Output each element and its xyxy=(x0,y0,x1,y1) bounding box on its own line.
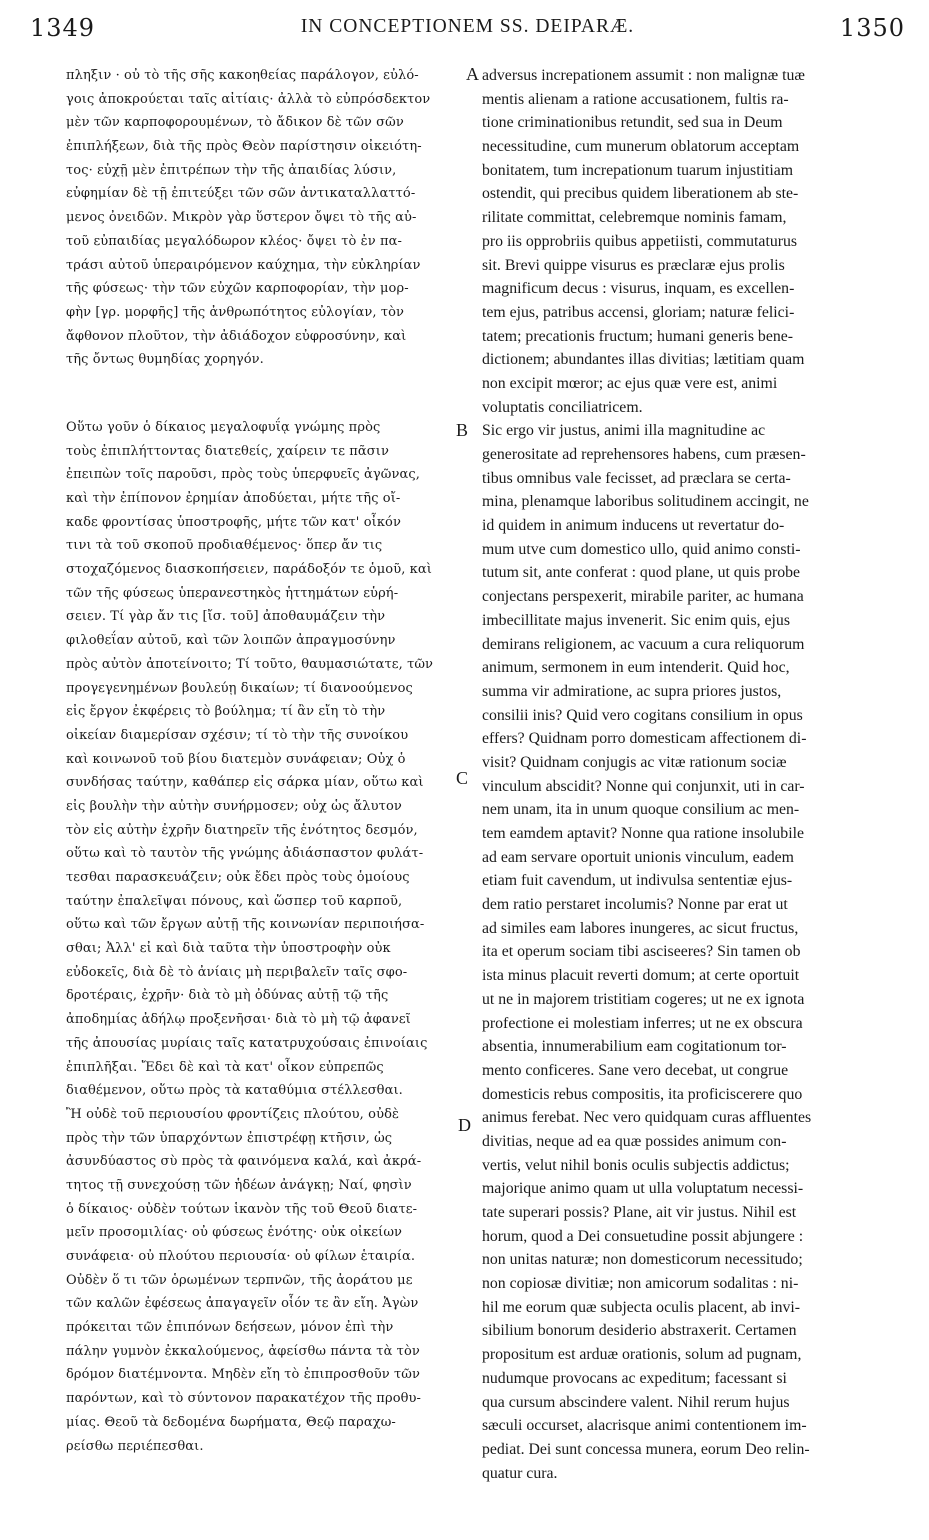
latin-text-line: qua cursum abscindere valent. Nihil rerum hujus xyxy=(482,1393,790,1411)
greek-text-line: δροτέραις, ἐχρῆν· διὰ τὸ μὴ ὀδύνας αὐτῇ τῷ τῆς xyxy=(66,988,389,1004)
greek-text-line: παρόντων, καὶ τὸ σύντονον παρακατέχον τῆς προθυ- xyxy=(66,1391,422,1407)
latin-text-line: animus ferebat. Nec vero quidquam curas affluentes xyxy=(482,1109,812,1127)
page-header xyxy=(30,14,905,48)
latin-text-line: conjectans perspexerit, mirabile pariter, ac humana xyxy=(482,588,804,606)
greek-text-line: τῆς ὄντως θυμηδίας χορηγόν. xyxy=(66,352,264,368)
running-title: IN CONCEPTIONEM SS. DEIPARÆ. xyxy=(300,16,635,37)
page-number-left: 1349 xyxy=(30,14,96,42)
latin-text-line: mina, plenamque laboribus solitudinem accingit, ne xyxy=(482,493,809,511)
greek-text-line: οἰκείαν διαμερίσαν σχέσιν; τί τὸ τὴν τῆς συνοίκου xyxy=(66,727,409,743)
latin-text-line: mentis alienam a ratione accusationem, fultis ra- xyxy=(482,90,789,108)
greek-text-line: μὲν τῶν καρποφορουμένων, τὸ ἄδικον δὲ τῶν σῶν xyxy=(66,115,404,131)
latin-text-line: magnificum decus : visurus, inquam, es excellen- xyxy=(482,280,795,298)
greek-text-line: τητος τῇ συνεχούσῃ τῶν ἡδέων ἀνάγκῃ; Ναί, φησὶν xyxy=(66,1177,412,1193)
greek-paragraph-2 xyxy=(66,416,458,1458)
latin-text-line: effers? Quidnam porro domesticam affectionem di- xyxy=(482,730,807,748)
latin-text-line: quatur cura. xyxy=(482,1464,558,1482)
greek-text-line: ἐπιπλήξεων, διὰ τῆς πρὸς Θεὸν παρίστησιν οἰκειότη- xyxy=(66,139,422,155)
latin-text-line: vertis, velut nihil bonis oculis subjectis addictus; xyxy=(482,1156,790,1174)
greek-text-line: ἐπειπὼν τοῖς παροῦσι, πρὸς τοὺς ὑπερφυεῖς ἀγῶνας, xyxy=(66,467,420,483)
greek-paragraph-1 xyxy=(66,64,458,372)
latin-text-line: nem unam, ita in unum quoque consilium ac men- xyxy=(482,801,800,819)
greek-text-line: σθαι; Ἀλλ' εἰ καὶ διὰ ταῦτα τὴν ὑποστροφὴν οὐκ xyxy=(66,941,391,957)
latin-text-line: tutum sit, ante conferat : quod plane, ut quis probe xyxy=(482,564,801,582)
latin-text-line: consilii inis? Quid vero cogitans consilium in opus xyxy=(482,706,803,724)
latin-text-line: dictionem; abundantes illas divitias; lætitiam quam xyxy=(482,351,805,369)
latin-text-line: tibus omnibus vale fecisset, ad præclara se certa- xyxy=(482,469,791,487)
latin-text-line: domesticis rebus compositis, ita proficiscerere quo xyxy=(482,1085,803,1103)
greek-text-line: τὸν εἰς αὐτὴν ἐχρῆν διατηρεῖν τῆς ἑνότητος δεσμόν, xyxy=(66,822,418,838)
latin-text-line: sibilium bonorum desiderio abstraxerit. Certamen xyxy=(482,1322,797,1340)
greek-text-line: τράσι αὐτοῦ ὑπεραιρόμενον καύχημα, τὴν εὐκληρίαν xyxy=(66,257,421,273)
greek-text-line: φιλοθεΐαν αὐτοῦ, καὶ τῶν λοιπῶν ἀπραγμοσύνην xyxy=(66,633,396,649)
latin-text-line: ita et operum sociam tibi asciseeres? Sin tamen ob xyxy=(482,943,801,961)
greek-text-line: ἐπιπλῆξαι. Ἔδει δὲ καὶ τὰ κατ' οἶκον εὐπρεπῶς xyxy=(66,1059,384,1075)
latin-text-line: animum, sermonem in eum intenderit. Quid hoc, xyxy=(482,659,790,677)
latin-text-line: voluptatis conciliatricem. xyxy=(482,398,643,416)
greek-text-line: εἰς βουλὴν τὴν αὐτὴν συνήρμοσεν; οὐχ ὡς ἄλυτον xyxy=(66,798,402,814)
section-marker-a: A xyxy=(466,64,479,84)
greek-text-line: εἰς ἔργον ἐκφέρεις τὸ βούλημα; τί ἂν εἴη τὸ τὴν xyxy=(66,704,386,720)
latin-text-line: dem ratio perstaret incolumis? Nonne par erat ut xyxy=(482,896,788,914)
greek-text-line: οὕτω καὶ τῶν ἔργων αὐτῇ τῆς κοινωνίαν περιποιήσα- xyxy=(66,917,425,933)
section-marker-b: B xyxy=(456,420,469,440)
greek-text-line: γοις ἀποκρούεται ταῖς αἰτίαις· ἀλλὰ τὸ εὐπρόσδεκτον xyxy=(66,91,431,107)
latin-text-line: ista minus placuit reverti domum; at certe oportuit xyxy=(482,967,800,985)
latin-text-line: imbecillitate majus invenerit. Sic enim quis, ejus xyxy=(482,611,790,629)
page-number-right: 1350 xyxy=(839,14,905,42)
latin-paragraph-2 xyxy=(482,419,906,1485)
latin-text-line: tem eamdem aptavit? Nonne qua ratione insolubile xyxy=(482,825,804,842)
greek-text-line: πάλην γυμνὸν ἐκκαλούμενος, ἀφείσθω πάντα τὰ τὸν xyxy=(66,1343,420,1359)
greek-text-line: οὕτω καὶ τὸ ταυτὸν τῆς γνώμης ἀδιάσπαστον φυλάτ- xyxy=(66,846,424,862)
section-marker-d: D xyxy=(458,1115,471,1135)
greek-text-line: τῶν καλῶν ἐφέσεως ἀπαγαγεῖν οἷόν τε ἂν εἴη. Ἀγὼν xyxy=(66,1296,419,1312)
greek-text-line: ἀσυνδύαστος σὺ πρὸς τὰ φαινόμενα καλά, καὶ ἀκρά- xyxy=(66,1154,422,1170)
greek-text-line: μεῖν προσομιλίας· οὐ φύσεως ἑνότης· οὐκ οἰκείων xyxy=(66,1225,403,1241)
greek-text-line: τεσθαι παρασκευάζειν; οὐκ ἔδει πρὸς τοὺς ὁμοίους xyxy=(66,870,410,885)
greek-text-line: τοὺς ἐπιπλήττοντας διατεθείς, χαίρειν τε πᾶσιν xyxy=(66,443,389,459)
greek-text-line: καὶ τὴν ἐπίπονον ἐρημίαν ἀποδύεται, μήτε τῆς οἴ- xyxy=(66,491,401,506)
greek-text-line: εὐδοκεῖς, διὰ δὲ τὸ ἀνίαις μὴ περιβαλεῖν ταῖς σφο- xyxy=(66,964,408,980)
greek-text-line: διαθέμενον, οὕτω πρὸς τὰ καταθύμια στέλλεσθαι. xyxy=(66,1083,403,1099)
greek-text-line: ρείσθω περιέπεσθαι. xyxy=(66,1438,204,1454)
greek-text-line: πρόκειται τῶν ἐπιπόνων δεήσεων, μόνον ἐπὶ τὴν xyxy=(66,1320,394,1336)
latin-text-line: ad similes eam labores inungeres, ac sicut fructus, xyxy=(482,919,799,937)
latin-text-line: tem ejus, patribus accensi, gloriam; naturæ felici- xyxy=(482,303,795,321)
latin-text-line: summa vir admiratione, ac supra priores justos, xyxy=(482,682,782,700)
greek-text-line: τῆς φύσεως· τὴν τῶν εὐχῶν καρποφορίαν, τὴν μορ- xyxy=(66,281,409,297)
latin-text-line: rilitate committat, celebremque nominis famam, xyxy=(482,209,787,227)
latin-column xyxy=(482,64,906,1485)
latin-text-line: necessitudine, cum munerum oblatorum acceptam xyxy=(482,138,800,156)
greek-text-line: πρὸς τὴν τῶν ὑπαρχόντων ἐπιστρέφῃ κτῆσιν, ὡς xyxy=(66,1130,393,1146)
greek-text-line: Οὐδὲν ὅ τι τῶν ὁρωμένων τερπνῶν, τῆς ἀοράτου με xyxy=(66,1272,413,1288)
greek-text-line: τινι τὰ τοῦ σκοποῦ προδιαθέμενος· ὅπερ ἄν τις xyxy=(66,538,383,554)
latin-text-line: mum utve cum domestico ullo, quid animo consti- xyxy=(482,540,801,558)
greek-text-line: προγεγενημένων βουλεύῃ δικαίων; τί διανοούμενος xyxy=(66,680,413,696)
latin-text-line: non unitas naturæ; non domesticorum necessitudo; xyxy=(482,1251,803,1269)
paragraph-gap xyxy=(66,372,458,416)
greek-text-line: δρόμον διατέμνοντα. Μηδὲν εἴη τὸ ἐπιπροσθοῦν τῶν xyxy=(66,1367,420,1383)
greek-text-line: τῆς ἀπουσίας μυρίαις ταῖς κατατρυχούσαις ἐπινοίαις xyxy=(66,1035,428,1051)
section-marker-c: C xyxy=(456,768,469,788)
latin-text-line: majorique animo quam ut ulla voluptatum necessi- xyxy=(482,1180,804,1198)
greek-text-line: μίας. Θεοῦ τὰ δεδομένα δωρήματα, Θεῷ παραχω- xyxy=(66,1414,396,1430)
latin-text-line: sæculi occurset, alacrisque animi contentionem im- xyxy=(482,1417,807,1435)
latin-text-line: profectione ei molestiam inferres; ut ne ex obscura xyxy=(482,1014,803,1032)
latin-text-line: vinculum abscidit? Nonne qui conjunxit, uti in car- xyxy=(482,777,805,795)
latin-text-line: propositum est arduæ orationis, solum ad pugnam, xyxy=(482,1346,802,1364)
greek-text-line: τοῦ εὐπαιδίας μεγαλόδωρον κλέος· ὄψει τὸ ἐν πα- xyxy=(66,233,402,249)
greek-text-line: πρὸς αὐτὸν ἀποτείνοιτο; Τί τοῦτο, θαυμασιώτατε, τῶν xyxy=(66,656,434,672)
greek-text-line: τος· εὐχῇ μὲν ἐπιτρέπων τὴν τῆς ἀπαιδίας λύσιν, xyxy=(66,162,397,178)
greek-text-line: συνδήσας ταύτην, καθάπερ εἰς σάρκα μίαν, οὕτω καὶ xyxy=(66,775,424,791)
latin-text-line: bonitatem, tum increpationum tuarum injustitiam xyxy=(482,161,794,179)
latin-text-line: ut ne in majorem tristitiam cogeres; ut ne ex ignota xyxy=(482,990,805,1008)
latin-text-line: mento conficeres. Sane vero decebat, ut congrue xyxy=(482,1061,789,1079)
latin-text-line: Sic ergo vir justus, animi illa magnitudine ac xyxy=(482,422,766,440)
greek-text-line: Οὕτω γοῦν ὁ δίκαιος μεγαλοφυΐᾳ γνώμης πρὸς xyxy=(66,419,381,435)
latin-text-line: id quidem in animum inducens ut revertatur do- xyxy=(482,517,785,535)
latin-text-line: non copiosæ divitiæ; non amicorum sodalitas : ni- xyxy=(482,1275,799,1293)
latin-text-line: demirans religionem, ac vacuum a cura reliquorum xyxy=(482,635,805,653)
latin-text-line: ad eam servare oportuit unionis vinculum, eadem xyxy=(482,848,794,866)
greek-column xyxy=(66,64,458,1458)
latin-text-line: tione criminationibus retundit, sed sua in Deum xyxy=(482,114,783,132)
greek-text-line: στοχαζόμενος διασκοπήσειεν, παράδοξόν τε ὁμοῦ, καὶ xyxy=(66,562,432,578)
latin-text-line: pro iis opprobriis quibus appetiisti, commutaturus xyxy=(482,232,798,250)
latin-text-line: sit. Brevi quippe visurus es præclaræ ejus prolis xyxy=(482,256,785,274)
greek-text-line: τῶν τῆς φύσεως ὑπερανεστηκὸς ἡττημάτων εὑρή- xyxy=(66,585,399,601)
greek-text-line: ταύτην ἐπαλεῖψαι πόνους, καὶ ὥσπερ τοῦ καρποῦ, xyxy=(66,893,403,909)
greek-text-line: συνάφεια· οὐ πλούτου περιουσία· οὐ φίλων ἑταιρία. xyxy=(66,1249,416,1264)
latin-text-line: tatem; precationis fructum; humani generis bene- xyxy=(482,327,794,345)
greek-text-line: καδε φροντίσας ὑποστροφῆς, μήτε τῶν κατ' οἶκόν xyxy=(66,514,401,530)
greek-text-line: εὐφημίαν δὲ τῇ ἐπιτεύξει τῶν σῶν ἀντικαταλλαττό- xyxy=(66,186,416,202)
latin-text-line: horum, quod a Dei consuetudine possit abjungere : xyxy=(482,1227,804,1245)
greek-text-line: ἄφθονον πλοῦτον, τὴν ἀδιάδοχον εὐφροσύνην, καὶ xyxy=(66,328,407,344)
greek-text-line: μενος ὀνειδῶν. Μικρὸν γὰρ ὕστερον ὄψει τὸ τῆς αὐ- xyxy=(66,210,417,226)
greek-text-line: Ἢ οὐδὲ τοῦ περιουσίου φροντίζεις πλούτου, οὐδὲ xyxy=(66,1106,400,1122)
greek-text-line: πληξιν · οὐ τὸ τῆς σῆς κακοηθείας παράλογον, εὐλό- xyxy=(66,68,419,83)
latin-text-line: hil me eorum quæ subjecta oculis placent, ab invi- xyxy=(482,1298,801,1316)
latin-text-line: generositate ad reprehensores habens, cum præsen- xyxy=(482,446,806,463)
greek-text-line: σειεν. Τί γὰρ ἄν τις [ἴσ. τοῦ] ἀποθαυμάζειν τὴν xyxy=(66,609,386,625)
latin-paragraph-1 xyxy=(482,64,906,419)
greek-text-line: ὁ δίκαιος· οὐδὲν τούτων ἱκανὸν τῆς τοῦ Θεοῦ διατε- xyxy=(66,1201,418,1217)
latin-text-line: visit? Quidnam conjugis ac vitæ rationum sociæ xyxy=(482,753,787,771)
latin-text-line: absentia, innumerabilium eam cogitationum tor- xyxy=(482,1038,787,1056)
latin-text-line: non excipit mœror; ac ejus quæ vere est, animi xyxy=(482,374,778,392)
latin-text-line: ostendit, qui precibus quidem liberationem ab ste- xyxy=(482,185,799,203)
greek-text-line: ἀποδημίας ἀδήλῳ προξενῆσαι· διὰ τὸ μὴ τῷ ἀφανεῖ xyxy=(66,1012,411,1028)
latin-text-line: nudumque provocans ac expeditum; facessant si xyxy=(482,1369,787,1387)
latin-text-line: tate superari possis? Plane, ait vir justus. Nihil est xyxy=(482,1204,797,1221)
latin-text-line: adversus increpationem assumit : non malignæ tuæ xyxy=(482,67,805,84)
greek-text-line: φὴν [γρ. μορφῆς] τῆς ἀνθρωπότητος εὐλογίαν, τὸν xyxy=(66,304,405,320)
latin-text-line: etiam fuit cavendum, ut indivulsa sententiæ ejus- xyxy=(482,872,793,890)
greek-text-line: καὶ κοινωνοῦ τοῦ βίου διατεμὸν συνάφειαν; Οὐχ ὁ xyxy=(66,751,406,767)
latin-text-line: pediat. Dei sunt concessa munera, eorum Deo relin- xyxy=(482,1440,810,1458)
latin-text-line: divitias, neque ad ea quæ possides animum con- xyxy=(482,1132,787,1150)
